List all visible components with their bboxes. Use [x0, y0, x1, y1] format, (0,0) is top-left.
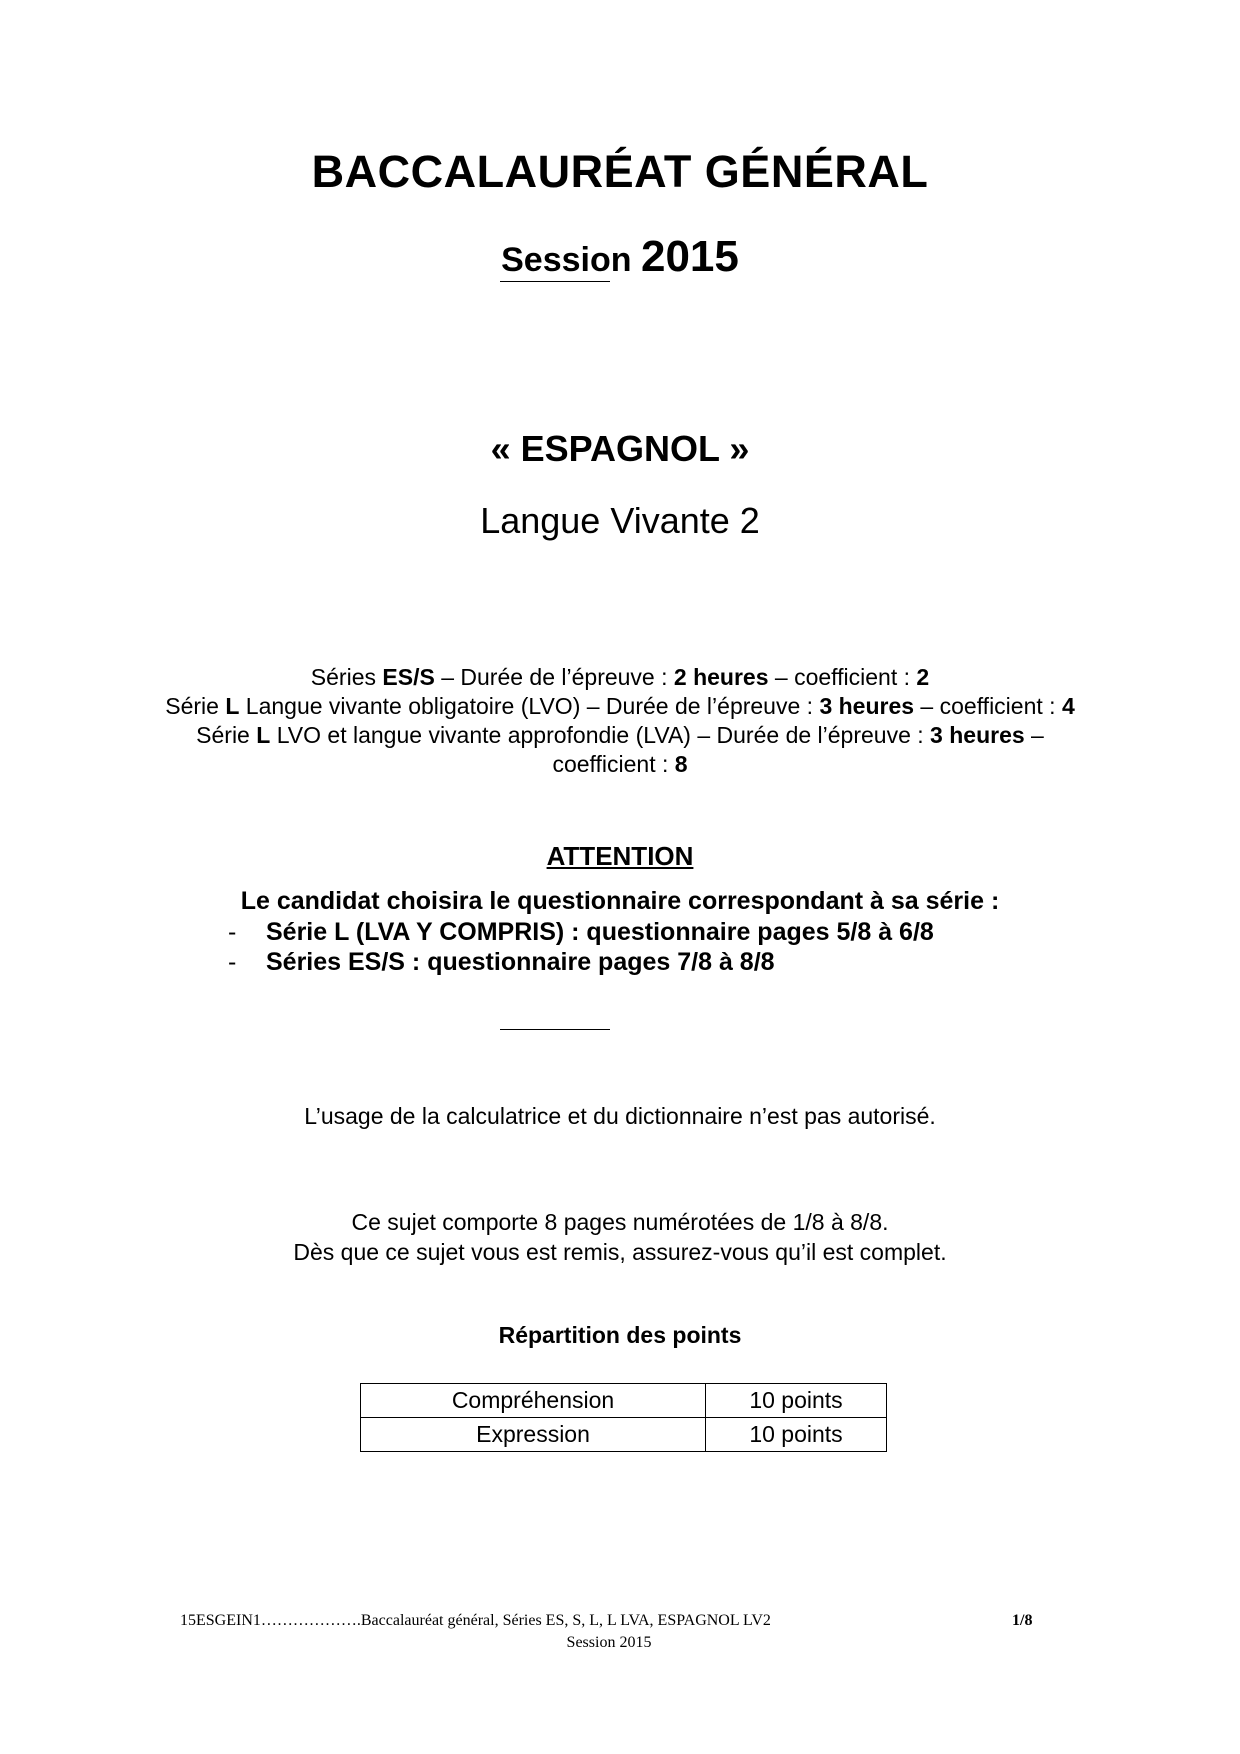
- attention-heading: ATTENTION: [546, 841, 694, 871]
- series-text: LVO et langue vivante approfondie (LVA) – Durée de l’épreuve :: [270, 722, 931, 748]
- series-line: [0, 692, 1240, 721]
- pages-notice-line1: Ce sujet comporte 8 pages numérotées de 1/8 à 8/8.: [351, 1209, 889, 1235]
- series-text: 2: [916, 664, 930, 690]
- series-text: 4: [1061, 693, 1075, 719]
- series-text: Série: [196, 722, 257, 748]
- series-text: 3 heures: [819, 693, 915, 719]
- points-title: Répartition des points: [498, 1322, 742, 1348]
- series-text: 2 heures: [673, 664, 769, 690]
- table-row: [361, 1384, 887, 1418]
- series-text: – coefficient :: [768, 664, 917, 690]
- calculator-notice: L’usage de la calculatrice et du dictionnaire n’est pas autorisé.: [304, 1103, 936, 1129]
- divider-middle: [500, 1029, 610, 1030]
- footer-reference: 15ESGEIN1……………….Baccalauréat général, Séries ES, S, L, L LVA, ESPAGNOL LV2: [180, 1612, 771, 1629]
- pages-notice: [0, 1207, 1240, 1267]
- series-line: [0, 663, 1240, 692]
- points-value: 10 points: [706, 1384, 887, 1418]
- series-text: Langue vivante obligatoire (LVO) – Durée de l’épreuve :: [239, 693, 820, 719]
- table-row: [361, 1418, 887, 1452]
- series-text: 8: [674, 751, 688, 777]
- exam-title: BACCALAURÉAT GÉNÉRAL: [311, 146, 929, 197]
- series-text: Série: [165, 693, 226, 719]
- series-text: L: [225, 693, 240, 719]
- series-text: Séries: [310, 664, 383, 690]
- series-text: L: [256, 722, 271, 748]
- points-table: [360, 1383, 887, 1452]
- session-year: 2015: [640, 232, 739, 281]
- series-line: [0, 721, 1240, 750]
- option-serie-l: [228, 918, 934, 947]
- session-heading: [0, 232, 1240, 282]
- option-series-es-s: [228, 948, 775, 977]
- divider-top: [500, 281, 610, 282]
- series-text: –: [1024, 722, 1044, 748]
- series-text: ES/S: [382, 664, 435, 690]
- points-label: Compréhension: [361, 1384, 706, 1418]
- footer-session: Session 2015: [566, 1634, 652, 1651]
- points-label: Expression: [361, 1418, 706, 1452]
- series-block: [0, 663, 1240, 779]
- series-line: [0, 750, 1240, 779]
- footer-page-number: 1/8: [1012, 1612, 1033, 1629]
- subject-name: « ESPAGNOL »: [490, 428, 750, 469]
- points-value: 10 points: [706, 1418, 887, 1452]
- series-text: 3 heures: [930, 722, 1025, 748]
- session-label: Session: [501, 241, 632, 279]
- option-text: Séries ES/S : questionnaire pages 7/8 à 8/8: [266, 948, 775, 976]
- attention-instruction: Le candidat choisira le questionnaire correspondant à sa série :: [240, 887, 1000, 915]
- subject-level: Langue Vivante 2: [480, 500, 760, 541]
- list-dash: -: [228, 918, 237, 946]
- list-dash: -: [228, 948, 237, 976]
- pages-notice-line2: Dès que ce sujet vous est remis, assurez-vous qu’il est complet.: [293, 1239, 947, 1265]
- series-text: coefficient :: [552, 751, 675, 777]
- series-text: – coefficient :: [914, 693, 1062, 719]
- option-text: Série L (LVA Y COMPRIS) : questionnaire pages 5/8 à 6/8: [266, 918, 934, 946]
- series-text: – Durée de l’épreuve :: [434, 664, 674, 690]
